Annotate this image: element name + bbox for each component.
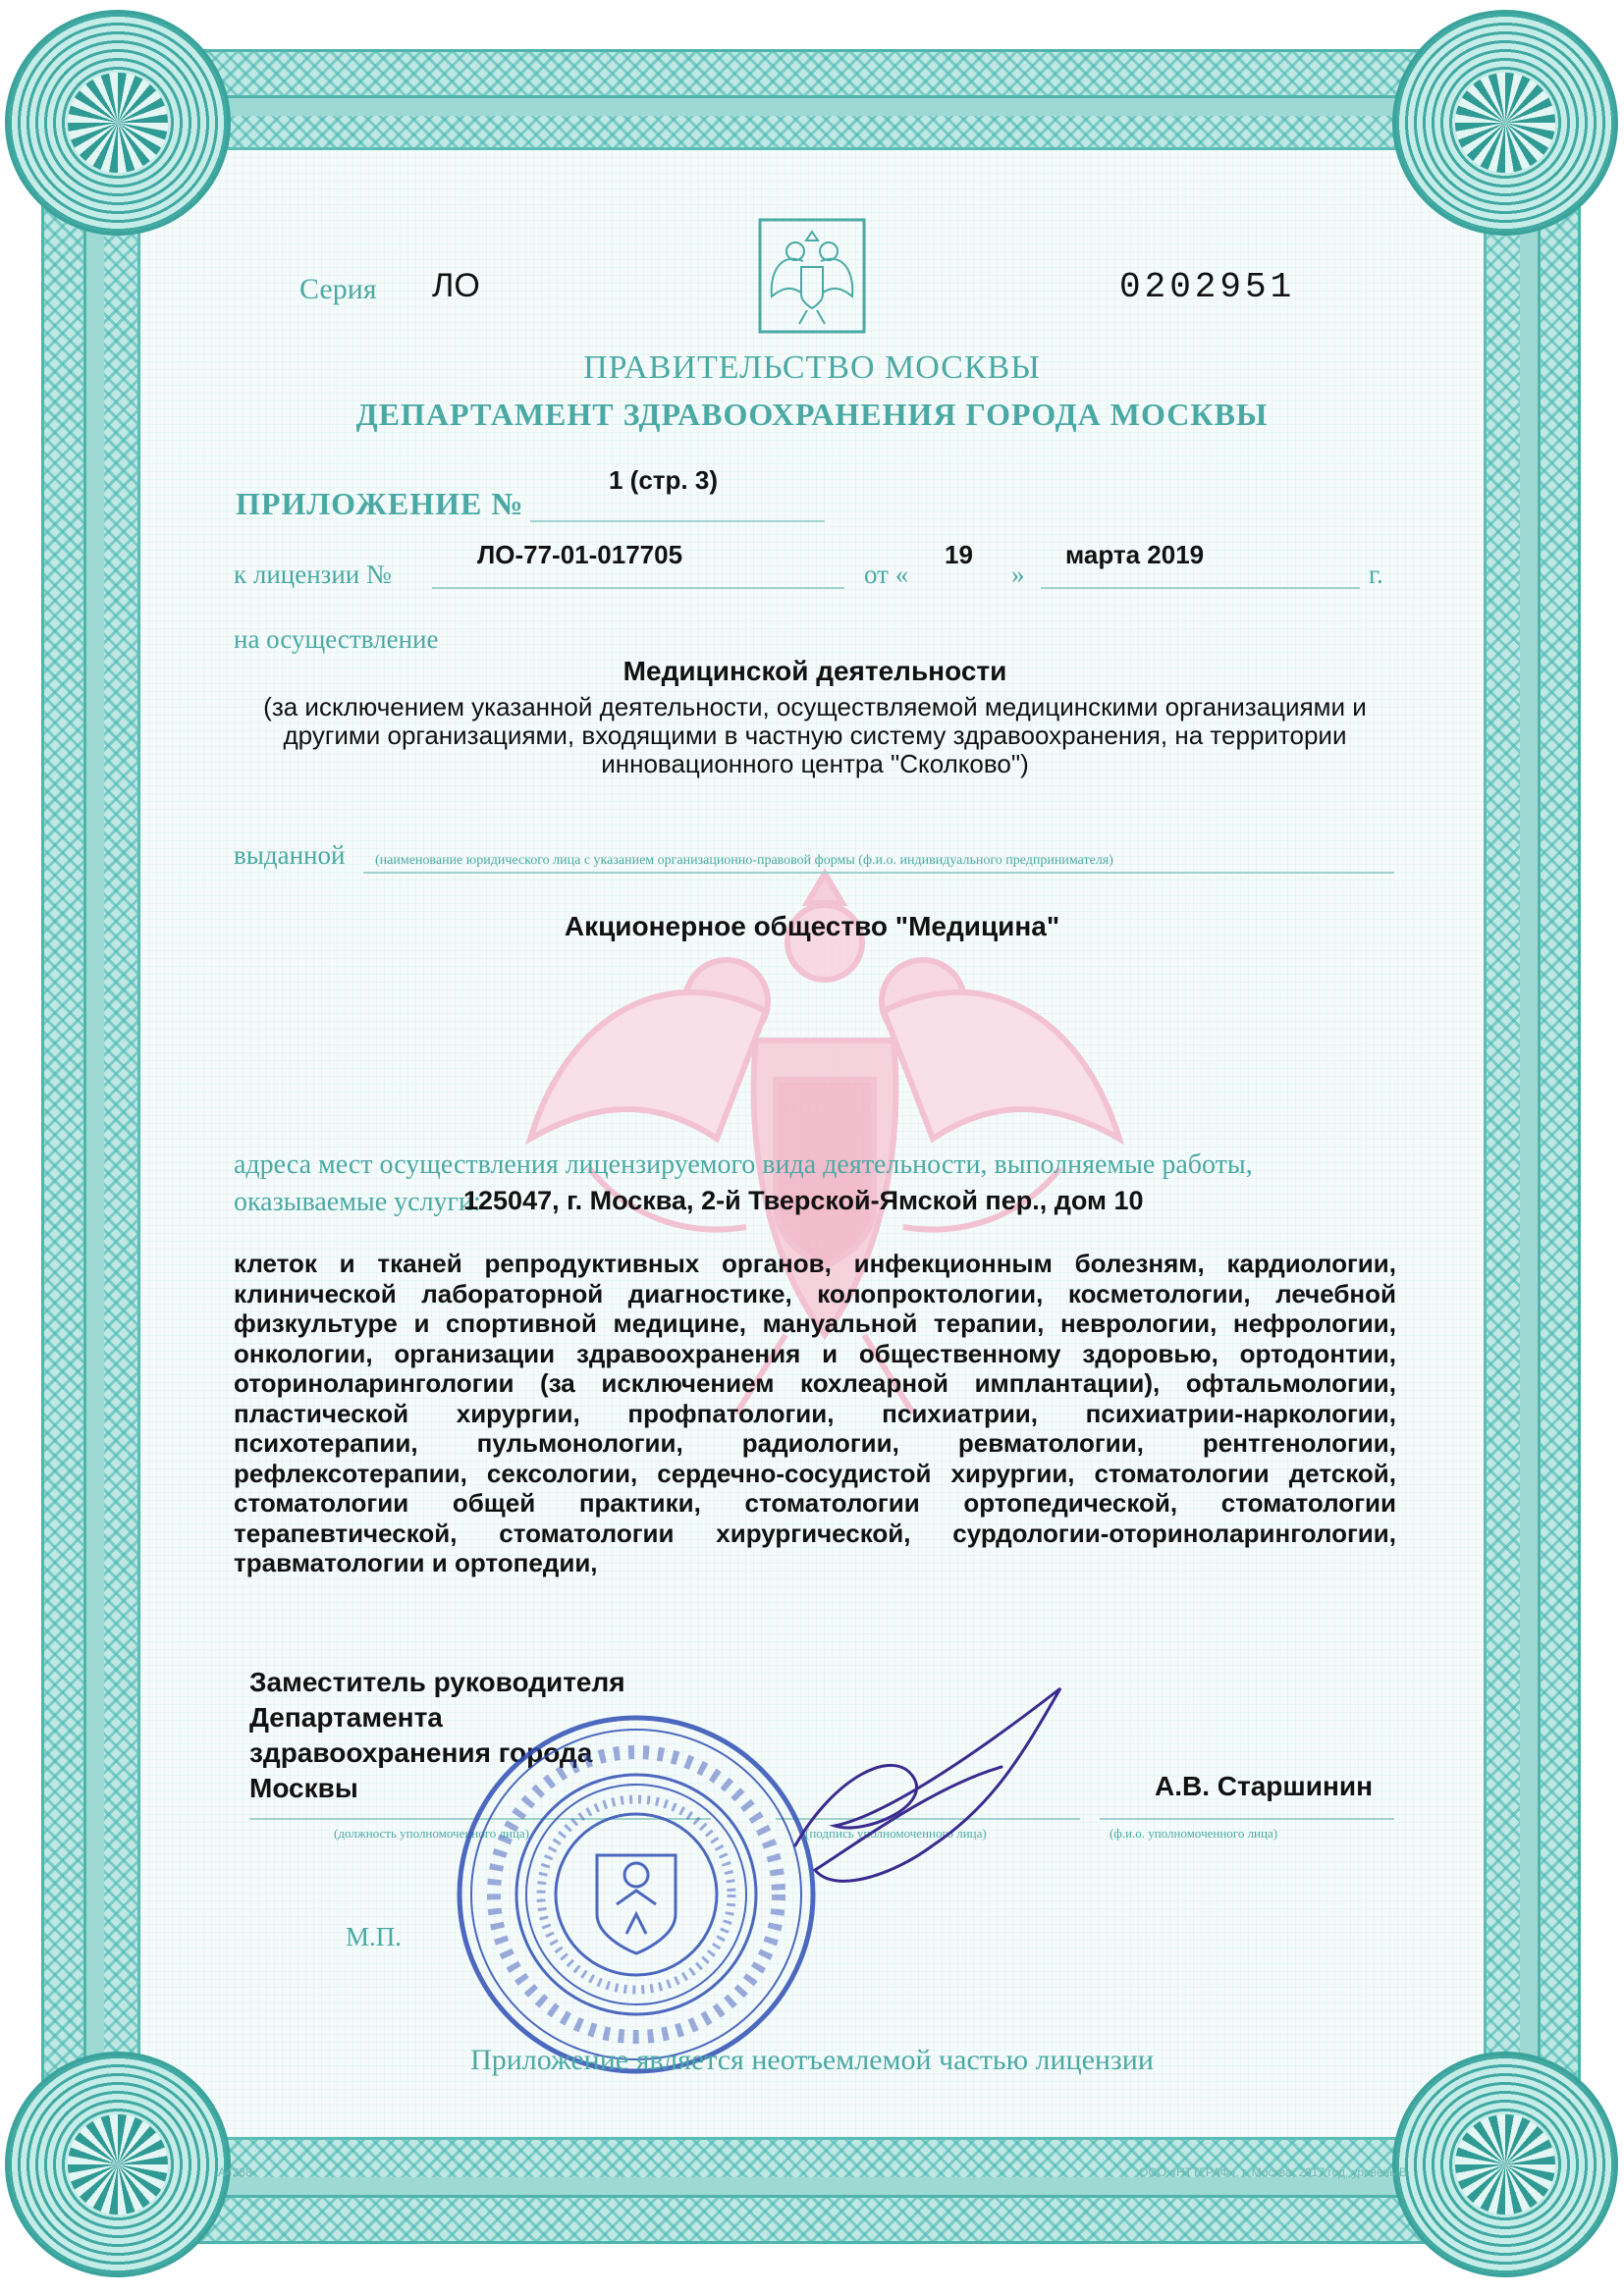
activity-note: (за исключением указанной деятельности, осуществляемой медицинскими организациями и другими организациями, входящими в частную систему здравоохранения, на территории инновационного центра "Сколково") <box>263 692 1367 778</box>
appendix-label: ПРИЛОЖЕНИЕ № <box>236 486 524 521</box>
license-label: к лицензии № <box>234 560 392 589</box>
company-name: Акционерное общество "Медицина" <box>564 911 1060 941</box>
signatory-position: Заместитель руководителя Департамента здравоохранения города Москвы <box>249 1667 625 1803</box>
year-suffix: г. <box>1369 560 1383 589</box>
corner-rosette-top-right <box>1392 10 1618 236</box>
hint-position: (должность уполномоченного лица) <box>334 1826 530 1841</box>
series-number: 0202951 <box>1119 267 1296 307</box>
issued-label: выданной <box>234 840 346 870</box>
license-day: 19 <box>945 540 973 569</box>
printer-info: ООО «НТТГРАФ», г. Москва, 2017 год, уровень В <box>1139 2165 1407 2179</box>
issued-underline <box>363 872 1394 874</box>
address-value: 125047, г. Москва, 2-й Тверской-Ямской пер., дом 10 <box>463 1186 1144 1215</box>
series-value: ЛО <box>432 267 480 304</box>
corner-rosette-bottom-left <box>5 2052 231 2277</box>
activity-title: Медицинской деятельности <box>623 656 1007 686</box>
department-title: ДЕПАРТАМЕНТ ЗДРАВООХРАНЕНИЯ ГОРОДА МОСКВЫ <box>355 397 1269 432</box>
footer-note: Приложение является неотъемлемой частью лицензии <box>470 2044 1154 2076</box>
government-title: ПРАВИТЕЛЬСТВО МОСКВЫ <box>583 349 1041 386</box>
coat-of-arms-icon <box>758 218 866 334</box>
series-label: Серия <box>299 273 377 305</box>
official-seal-stamp <box>450 1708 823 2081</box>
name-underline <box>1100 1818 1394 1820</box>
corner-rosette-bottom-right <box>1392 2052 1618 2277</box>
print-code: A4238 <box>218 2165 252 2179</box>
activity-label: на осуществление <box>234 624 439 654</box>
corner-rosette-top-left <box>5 10 231 236</box>
services-list: клеток и тканей репродуктивных органов, инфекционным болезням, кардиологии, клинической лабораторной диагностике, колопроктологии, косметологии, лечебной физкультуре и спортивной медицине, мануальной терапии, неврологии, нефрологии, онкологии, организации здравоохранения и общественному здоровью, ортодонтии, оториноларингологии (за исключением кохлеарной имплантации), офтальмологии, пластической хирургии, профпатологии, психиатрии, психиатрии-наркологии, психотерапии, пульмонологии, радиологии, ревматологии, рентгенологии, рефлексотерапии, сексологии, сердечно-сосудистой хирургии, стоматологии детской, стоматологии общей практики, стоматологии ортопедической, стоматологии терапевтической, стоматологии хирургической, сурдологии-оториноларингологии, травматологии и ортопедии, <box>234 1249 1396 1577</box>
signatory-name: А.В. Старшинин <box>1155 1771 1373 1801</box>
license-month-year: марта 2019 <box>1065 540 1205 569</box>
date-day-close: » <box>1011 560 1025 589</box>
hint-signature: (подпись уполномоченного лица) <box>805 1826 987 1841</box>
date-underline <box>1041 587 1360 589</box>
handwritten-signature <box>776 1669 1110 1904</box>
address-label: адреса мест осуществления лицензируемого вида деятельности, выполняемые работы, оказываемые услуги: <box>234 1149 1253 1217</box>
license-number: ЛО-77-01-017705 <box>477 540 683 569</box>
date-from-label: от « <box>864 560 909 589</box>
appendix-value: 1 (стр. 3) <box>609 465 718 495</box>
mp-label: М.П. <box>346 1922 403 1951</box>
hint-fio: (ф.и.о. уполномоченного лица) <box>1110 1826 1278 1841</box>
license-underline <box>432 587 844 589</box>
appendix-underline <box>530 520 825 522</box>
issued-hint: (наименование юридического лица с указанием организационно-правовой формы (ф.и.о. индивидуального предпринимателя) <box>375 853 1113 868</box>
